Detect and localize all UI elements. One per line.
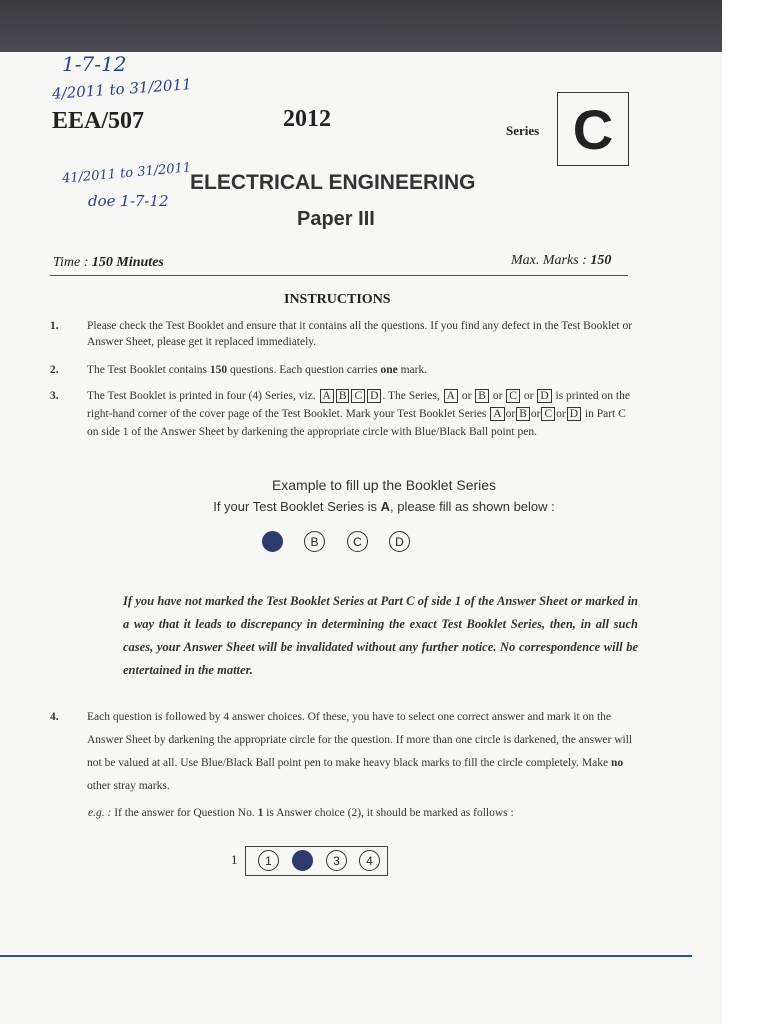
instruction-text bbox=[87, 706, 640, 798]
mark-value: one bbox=[380, 364, 398, 376]
series-box-b: B bbox=[475, 389, 489, 403]
scan-top-band bbox=[0, 0, 722, 52]
series-box-d: D bbox=[537, 389, 551, 403]
instruction-2 bbox=[50, 362, 640, 378]
example-circle-a-filled bbox=[262, 531, 283, 552]
text-segment: If the answer for Question No. bbox=[111, 807, 258, 819]
handwritten-range-top: 4/2011 to 31/2011 bbox=[51, 75, 193, 103]
eg-label: e.g. : bbox=[88, 807, 112, 819]
instruction-number: 1. bbox=[50, 320, 59, 332]
paper-title: Paper III bbox=[297, 208, 375, 230]
instruction-number: 3. bbox=[50, 390, 59, 402]
instruction-text bbox=[87, 362, 640, 378]
answer-circle-1: 1 bbox=[258, 850, 279, 871]
text-segment: questions. Each question carries bbox=[227, 364, 381, 376]
series-box-a: A bbox=[490, 407, 504, 421]
series-letter: C bbox=[572, 97, 614, 161]
answer-circle-3: 3 bbox=[326, 850, 347, 871]
instruction-number: 2. bbox=[50, 364, 59, 376]
instruction-3 bbox=[50, 387, 640, 441]
subject-title: ELECTRICAL ENGINEERING bbox=[190, 171, 476, 194]
instruction-number: 4. bbox=[50, 711, 59, 723]
example-subtitle bbox=[0, 499, 768, 514]
max-marks bbox=[511, 253, 611, 269]
instructions-title: INSTRUCTIONS bbox=[284, 292, 391, 307]
invalidation-warning: If you have not marked the Test Booklet Series at Part C of side 1 of the Answer Sheet or marked in a way that it leads to discrepancy in determining the exact Test Booklet Series, then, in all such cases, your Answer Sheet will be invalidated without any further notice. No correspondence will be entertained in the matter. bbox=[123, 594, 638, 677]
text-segment: , please fill as shown below : bbox=[390, 499, 555, 514]
series-box-c: C bbox=[351, 389, 365, 403]
example-circle-c: C bbox=[347, 531, 368, 552]
series-label: Series bbox=[506, 123, 540, 138]
handwritten-date-top: 1-7-12 bbox=[62, 52, 127, 76]
text-or: or bbox=[505, 408, 516, 420]
example-circle-b: B bbox=[304, 531, 325, 552]
text-segment: is printed on the right-hand corner of the cover page of the Test Booklet. Mark your Test Booklet Series bbox=[87, 390, 630, 420]
answer-choices-box bbox=[245, 846, 388, 876]
series-letter-box bbox=[557, 92, 629, 166]
time-value: 150 Minutes bbox=[91, 255, 164, 270]
answer-question-number: 1 bbox=[231, 852, 238, 867]
instruction-1 bbox=[50, 318, 640, 350]
series-box-a: A bbox=[320, 389, 334, 403]
footer-divider bbox=[0, 955, 692, 957]
eg-question-number: 1 bbox=[257, 807, 264, 819]
series-box-c: C bbox=[506, 389, 520, 403]
example-circle-d: D bbox=[389, 531, 410, 552]
answer-circle-4: 4 bbox=[359, 850, 380, 871]
text-segment: Each question is followed by 4 answer choices. Of these, you have to select one correct answer and mark it on the Answer Sheet by darkening the appropriate circle for the question. If more than one circle is darkened, the answer will not be valued at all. Use Blue/Black Ball point pen to make heavy black marks to fill the circle completely. Make bbox=[87, 711, 633, 769]
question-count: 150 bbox=[209, 364, 228, 376]
text-segment: other stray marks. bbox=[87, 780, 170, 792]
text-or: or bbox=[492, 390, 503, 402]
answer-circle-2-filled bbox=[292, 850, 313, 871]
time-label: Time : bbox=[53, 255, 92, 270]
text-or: or bbox=[461, 390, 472, 402]
instruction-4 bbox=[50, 706, 640, 798]
marks-label: Max. Marks : bbox=[511, 253, 591, 268]
instruction-text bbox=[87, 387, 640, 441]
text-segment: The Test Booklet contains bbox=[87, 364, 210, 376]
emphasis-no: no bbox=[610, 757, 624, 769]
example-title: Example to fill up the Booklet Series bbox=[271, 477, 497, 493]
marks-value: 150 bbox=[590, 253, 612, 268]
series-box-c: C bbox=[541, 407, 555, 421]
time-allowed bbox=[53, 255, 164, 271]
text-or: or bbox=[530, 408, 541, 420]
text-segment: mark. bbox=[397, 364, 428, 376]
handwritten-date-left: doe 1-7-12 bbox=[88, 192, 169, 210]
text-segment: . The Series, bbox=[382, 390, 443, 402]
example-series: A bbox=[380, 499, 390, 514]
text-or: or bbox=[556, 408, 566, 420]
series-box-b: B bbox=[336, 389, 350, 403]
text-segment: in Part C on side 1 of the Answer Sheet by darkening the appropriate circle with Blue/Black Ball point pen. bbox=[87, 408, 626, 438]
instruction-text: Please check the Test Booklet and ensure that it contains all the questions. If you find any defect in the Test Booklet or Answer Sheet, please get it replaced immediately. bbox=[87, 320, 633, 348]
header-divider bbox=[50, 275, 628, 276]
example-answer-note bbox=[88, 807, 514, 819]
text-or: or bbox=[523, 390, 534, 402]
series-box-d: D bbox=[367, 389, 381, 403]
series-box-d: D bbox=[567, 407, 581, 421]
text-segment: If your Test Booklet Series is bbox=[213, 499, 381, 514]
series-box-b: B bbox=[516, 407, 530, 421]
handwritten-range-left: 41/2011 to 31/2011 bbox=[61, 160, 192, 187]
text-segment: The Test Booklet is printed in four (4) Series, viz. bbox=[87, 390, 319, 402]
paper-code: EEA/507 bbox=[52, 108, 145, 134]
series-box-a: A bbox=[444, 389, 458, 403]
text-segment: is Answer choice (2), it should be marked as follows : bbox=[263, 807, 514, 819]
paper-year: 2012 bbox=[283, 106, 331, 132]
